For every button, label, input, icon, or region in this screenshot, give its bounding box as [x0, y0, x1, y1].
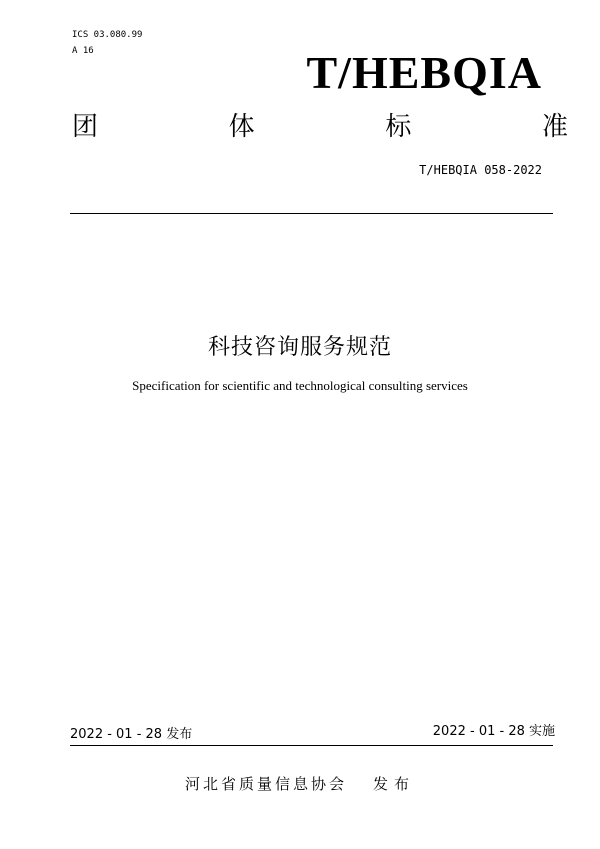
bottom-divider [70, 745, 553, 746]
category-char: 标 [385, 112, 412, 142]
issue-action: 发布 [373, 775, 416, 793]
publish-date: 2022 - 01 - 28 发布 [70, 727, 193, 742]
category-char: 准 [541, 112, 568, 142]
document-title-english: Specification for scientific and technological consulting services [132, 378, 468, 393]
issuer-line [0, 773, 600, 794]
ccs-code: A 16 [72, 46, 94, 56]
implementation-date: 2022 - 01 - 28 实施 [432, 724, 555, 739]
top-divider [70, 213, 553, 214]
association-logo-text: T/HEBQIA [306, 47, 542, 98]
ics-code: ICS 03.080.99 [72, 30, 143, 40]
standard-number: T/HEBQIA 058-2022 [419, 163, 542, 177]
category-char: 团 [72, 112, 99, 142]
standard-category [72, 114, 568, 140]
category-char: 体 [228, 112, 255, 142]
issuing-organization: 河北省质量信息协会 [184, 775, 347, 793]
document-title-chinese: 科技咨询服务规范 [207, 335, 392, 360]
